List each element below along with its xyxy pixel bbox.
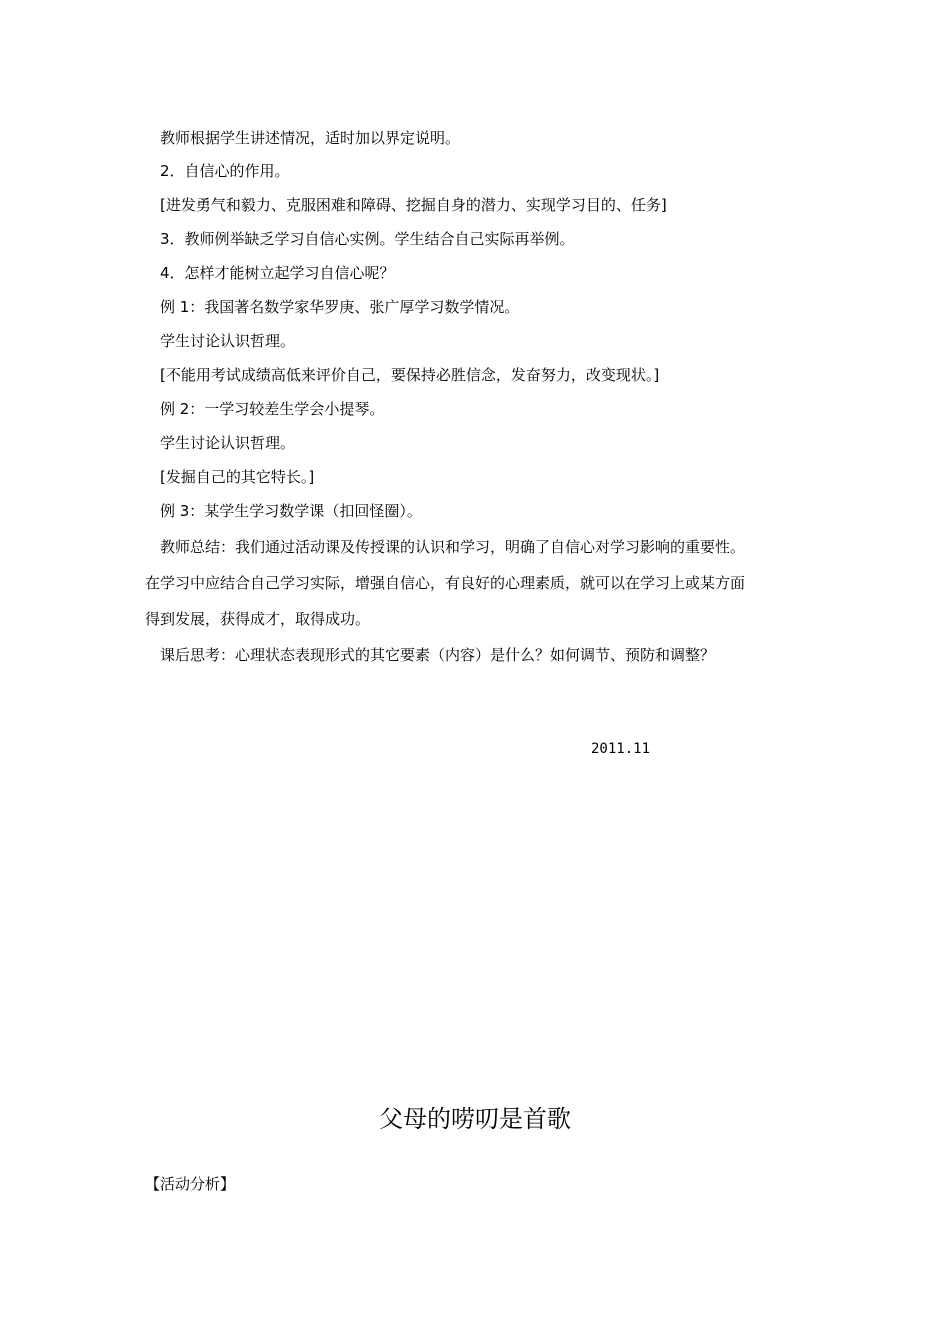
text-line: 例 3：某学生学习数学课（扣回怪圈）。 xyxy=(160,502,422,520)
text-line: 教师根据学生讲述情况，适时加以界定说明。 xyxy=(160,129,461,147)
text-line: 得到发展，获得成才，取得成功。 xyxy=(145,610,371,628)
text-line: 2．自信心的作用。 xyxy=(160,162,290,180)
text-line: 3．教师例举缺乏学习自信心实例。学生结合自己实际再举例。 xyxy=(160,230,575,248)
text-line: 学生讨论认识哲理。 xyxy=(160,332,296,350)
text-line: [不能用考试成绩高低来评价自己，要保持必胜信念，发奋努力，改变现状。] xyxy=(160,366,660,384)
date-stamp: 2011.11 xyxy=(591,741,651,757)
next-lesson-title: 父母的唠叨是首歌 xyxy=(379,1105,571,1133)
text-line: [进发勇气和毅力、克服困难和障碍、挖掘自身的潜力、实现学习目的、任务] xyxy=(160,196,667,214)
text-line: 课后思考：心理状态表现形式的其它要素（内容）是什么？如何调节、预防和调整？ xyxy=(160,646,716,664)
section-heading: 【活动分析】 xyxy=(145,1175,236,1193)
text-line: 例 1：我国著名数学家华罗庚、张广厚学习数学情况。 xyxy=(160,298,520,316)
text-line: 学生讨论认识哲理。 xyxy=(160,434,296,452)
text-line: 4．怎样才能树立起学习自信心呢？ xyxy=(160,264,395,282)
text-line: 例 2：一学习较差生学会小提琴。 xyxy=(160,400,385,418)
text-line: 教师总结：我们通过活动课及传授课的认识和学习，明确了自信心对学习影响的重要性。 xyxy=(160,538,746,556)
text-line: [发掘自己的其它特长。] xyxy=(160,468,315,486)
text-line: 在学习中应结合自己学习实际，增强自信心，有良好的心理素质，就可以在学习上或某方面 xyxy=(145,574,746,592)
